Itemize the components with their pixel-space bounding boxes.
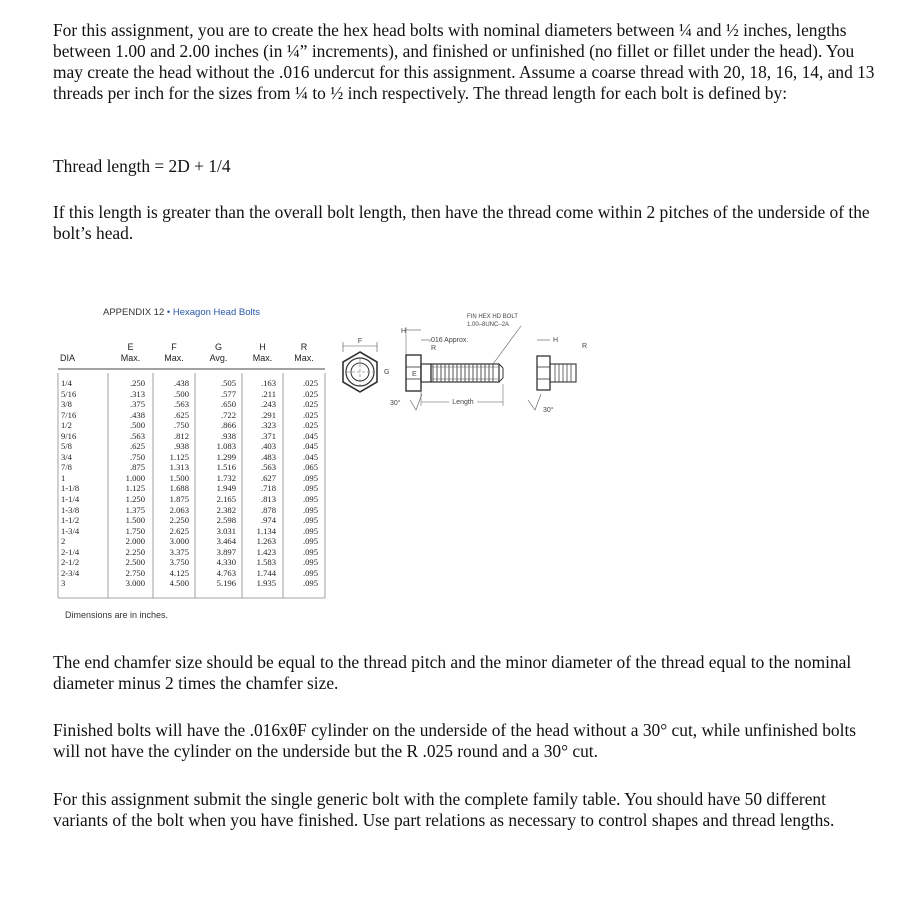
callout-line-1: FIN HEX HD BOLT (467, 314, 518, 320)
table-cell: .813 (260, 494, 276, 505)
header-dia: DIA (60, 353, 76, 363)
table-cell: 2-3/4 (61, 567, 80, 578)
table-cell: .025 (302, 399, 318, 410)
table-cell: 1.732 (216, 472, 236, 483)
table-cell: 4.763 (216, 567, 236, 578)
table-cell: 1.313 (169, 462, 189, 473)
table-cell: 2.063 (169, 504, 189, 515)
table-cell: .045 (302, 451, 318, 462)
table-cell: 2.625 (169, 525, 189, 536)
table-cell: .563 (129, 430, 145, 441)
table-cell: .291 (260, 409, 276, 420)
table-cell: 5/8 (61, 441, 72, 452)
hex-end-view (343, 338, 377, 392)
table-cell: .438 (173, 378, 189, 388)
table-cell: .250 (129, 378, 145, 388)
table-cell: 1.744 (256, 567, 276, 578)
g-dim-label: G (384, 369, 390, 376)
table-cell: .878 (260, 504, 276, 515)
angle-label: 30° (390, 400, 401, 407)
table-cell: 3.464 (216, 536, 236, 547)
length-label: Length (452, 399, 474, 406)
table-cell: 1.250 (125, 494, 145, 505)
table-cell: .095 (302, 536, 318, 547)
table-cell: 4.125 (169, 567, 189, 578)
table-cell: .750 (129, 451, 145, 462)
table-cell: .650 (220, 399, 236, 410)
table-cell: 3.750 (169, 557, 189, 568)
table-cell: .025 (302, 420, 318, 431)
table-cell: .025 (302, 409, 318, 420)
table-cell: 1-1/4 (61, 494, 80, 505)
table-cell: .403 (260, 441, 276, 452)
table-cell: 1-3/4 (61, 525, 80, 536)
table-cell: .500 (129, 420, 145, 431)
table-cell: .866 (220, 420, 236, 431)
table-cell: 1.125 (125, 483, 145, 494)
table-cell: .500 (173, 388, 189, 399)
column-h (242, 378, 276, 589)
table-cell: .095 (302, 578, 318, 589)
table-cell: .812 (173, 430, 189, 441)
bolt-shank (421, 364, 431, 382)
thread-length-formula: Thread length = 2D + 1/4 (53, 156, 231, 176)
table-cell: 1.134 (256, 525, 276, 536)
column-r (283, 378, 318, 589)
table-cell: 4.330 (216, 557, 236, 568)
table-cell: .375 (129, 399, 145, 410)
table-cell: .095 (302, 557, 318, 568)
table-cell: .163 (260, 378, 276, 388)
f-dim-label: F (357, 338, 363, 345)
header-f: F Max. (164, 342, 184, 363)
table-cell: 2.382 (216, 504, 236, 515)
table-cell: 5.196 (216, 578, 236, 589)
table-cell: 3/4 (61, 451, 72, 462)
table-cell: .095 (302, 546, 318, 557)
table-cell: .045 (302, 441, 318, 452)
h-dim-label: H (401, 328, 407, 335)
table-cell: 1-1/2 (61, 515, 80, 526)
thread-rule-paragraph: If this length is greater than the overall bolt length, then have the thread come within 2 pitches of the underside of the bolt’s head. (53, 202, 870, 243)
table-cell: 1/2 (61, 420, 72, 431)
table-cell: 1 (61, 472, 66, 483)
table-cell: 1.949 (216, 483, 236, 494)
header-g: G Avg. (209, 342, 228, 363)
table-cell: 1.500 (169, 472, 189, 483)
table-cell: 1/4 (61, 378, 72, 388)
table-cell: .095 (302, 515, 318, 526)
table-cell: .095 (302, 494, 318, 505)
intro-paragraph: For this assignment, you are to create the hex head bolts with nominal diameters between ¼ and ½ inches, lengths between 1.00 and 2.00 inches (in ¼” increments), and finished or unfinished (no fillet or fillet under the head). You may create the head without the .016 undercut for this assignment. Assume a coarse thread with 20, 18, 16, 14, and 13 threads per inch for the sizes from ¼ to ½ inch respectively. The thread length for each bolt is defined by: (53, 20, 875, 103)
detail-head (537, 356, 550, 390)
table-cell: 1.688 (169, 483, 189, 494)
bolt-side-view (384, 314, 521, 410)
table-cell: 1.583 (256, 557, 276, 568)
table-cell: .505 (220, 378, 236, 388)
table-cell: 7/16 (61, 409, 77, 420)
header-r: R Max. (294, 342, 314, 363)
table-cell: 2.750 (125, 567, 145, 578)
table-cell: .563 (173, 399, 189, 410)
table-cell: .095 (302, 504, 318, 515)
table-cell: .323 (260, 420, 276, 431)
table-cell: 2.250 (169, 515, 189, 526)
table-cell: .313 (129, 388, 145, 399)
column-f (153, 378, 189, 589)
e-dim-label: E (412, 371, 417, 378)
table-cell: 3/8 (61, 399, 72, 410)
detail-r-label: R (582, 343, 588, 350)
table-cell: 1.299 (216, 451, 236, 462)
detail-angle-label: 30° (543, 407, 554, 414)
table-cell: .025 (302, 378, 318, 388)
finish-paragraph: Finished bolts will have the .016xθF cylinder on the underside of the head without a 30° cut, while unfinished bolts will not have the cylinder on the underside but the R .025 round and a 30° cut. (53, 720, 857, 761)
table-cell: 1.263 (256, 536, 276, 547)
table-cell: .625 (173, 409, 189, 420)
table-cell: 2.598 (216, 515, 236, 526)
table-cell: 3.000 (125, 578, 145, 589)
table-cell: .875 (129, 462, 145, 473)
detail-h-label: H (553, 337, 559, 344)
table-cell: .095 (302, 472, 318, 483)
table-cell: 2.250 (125, 546, 145, 557)
table-cell: .938 (220, 430, 236, 441)
approx-label: .016 Approx. (429, 337, 469, 344)
column-g (195, 378, 236, 589)
table-cell: .045 (302, 430, 318, 441)
table-cell: 3.375 (169, 546, 189, 557)
table-cell: 2 (61, 536, 66, 547)
dimensions-note: Dimensions are in inches. (65, 610, 169, 620)
table-cell: 2-1/2 (61, 557, 80, 568)
table-cell: .563 (260, 462, 276, 473)
table-cell: 2.165 (216, 494, 236, 505)
table-cell: .718 (260, 483, 276, 494)
table-cell: 1.875 (169, 494, 189, 505)
table-cell: 2.500 (125, 557, 145, 568)
submission-paragraph: For this assignment submit the single generic bolt with the complete family table. You should have 50 different variants of the bolt when you have finished. Use part relations as necessary to control shapes and thread lengths. (53, 789, 835, 830)
table-cell: .371 (260, 430, 276, 441)
header-h: H Max. (252, 342, 273, 363)
table-cell: 1.125 (169, 451, 189, 462)
table-cell: .095 (302, 483, 318, 494)
table-cell: 2.000 (125, 536, 145, 547)
table-cell: 1.083 (216, 441, 236, 452)
table-cell: 1.750 (125, 525, 145, 536)
table-cell: .974 (260, 515, 276, 526)
table-cell: .483 (260, 451, 276, 462)
table-cell: .211 (261, 388, 276, 399)
table-cell: 5/16 (61, 388, 77, 399)
table-cell: 1-3/8 (61, 504, 80, 515)
table-cell: .095 (302, 525, 318, 536)
table-cell: 1.935 (256, 578, 276, 589)
bolt-drawing (325, 300, 605, 440)
table-cell: 1-1/8 (61, 483, 80, 494)
r-dim-label: R (431, 345, 437, 352)
table-cell: .577 (220, 388, 236, 399)
table-cell: 3.031 (216, 525, 236, 536)
title-bullet: • (166, 307, 171, 318)
appendix-label: APPENDIX 12 (103, 307, 165, 318)
table-cell: 1.500 (125, 515, 145, 526)
head-detail-view (528, 337, 587, 414)
section-title: Hexagon Head Bolts (172, 307, 260, 318)
table-cell: .627 (260, 472, 276, 483)
table-cell: .938 (173, 441, 189, 452)
table-cell: 1.000 (125, 472, 145, 483)
header-e: E Max. (120, 342, 141, 363)
callout-line-2: 1.00–8UNC–2A (467, 322, 510, 328)
table-cell: .025 (302, 388, 318, 399)
table-cell: .243 (260, 399, 276, 410)
table-cell: 3.000 (169, 536, 189, 547)
table-cell: .750 (173, 420, 189, 431)
column-dia (61, 378, 105, 589)
table-cell: 3 (61, 578, 66, 589)
table-cell: 1.375 (125, 504, 145, 515)
table-cell: 4.500 (169, 578, 189, 589)
table-cell: .438 (129, 409, 145, 420)
table-cell: 1.423 (256, 546, 276, 557)
table-cell: .625 (129, 441, 145, 452)
chamfer-paragraph: The end chamfer size should be equal to the thread pitch and the minor diameter of the thread equal to the nominal diameter minus 2 times the chamfer size. (53, 652, 852, 693)
table-cell: 7/8 (61, 462, 72, 473)
table-cell: .722 (220, 409, 236, 420)
column-e (108, 378, 145, 589)
table-cell: .095 (302, 567, 318, 578)
table-cell: .065 (302, 462, 318, 473)
table-cell: 1.516 (216, 462, 236, 473)
table-cell: 9/16 (61, 430, 77, 441)
table-cell: 3.897 (216, 546, 236, 557)
table-cell: 2-1/4 (61, 546, 80, 557)
